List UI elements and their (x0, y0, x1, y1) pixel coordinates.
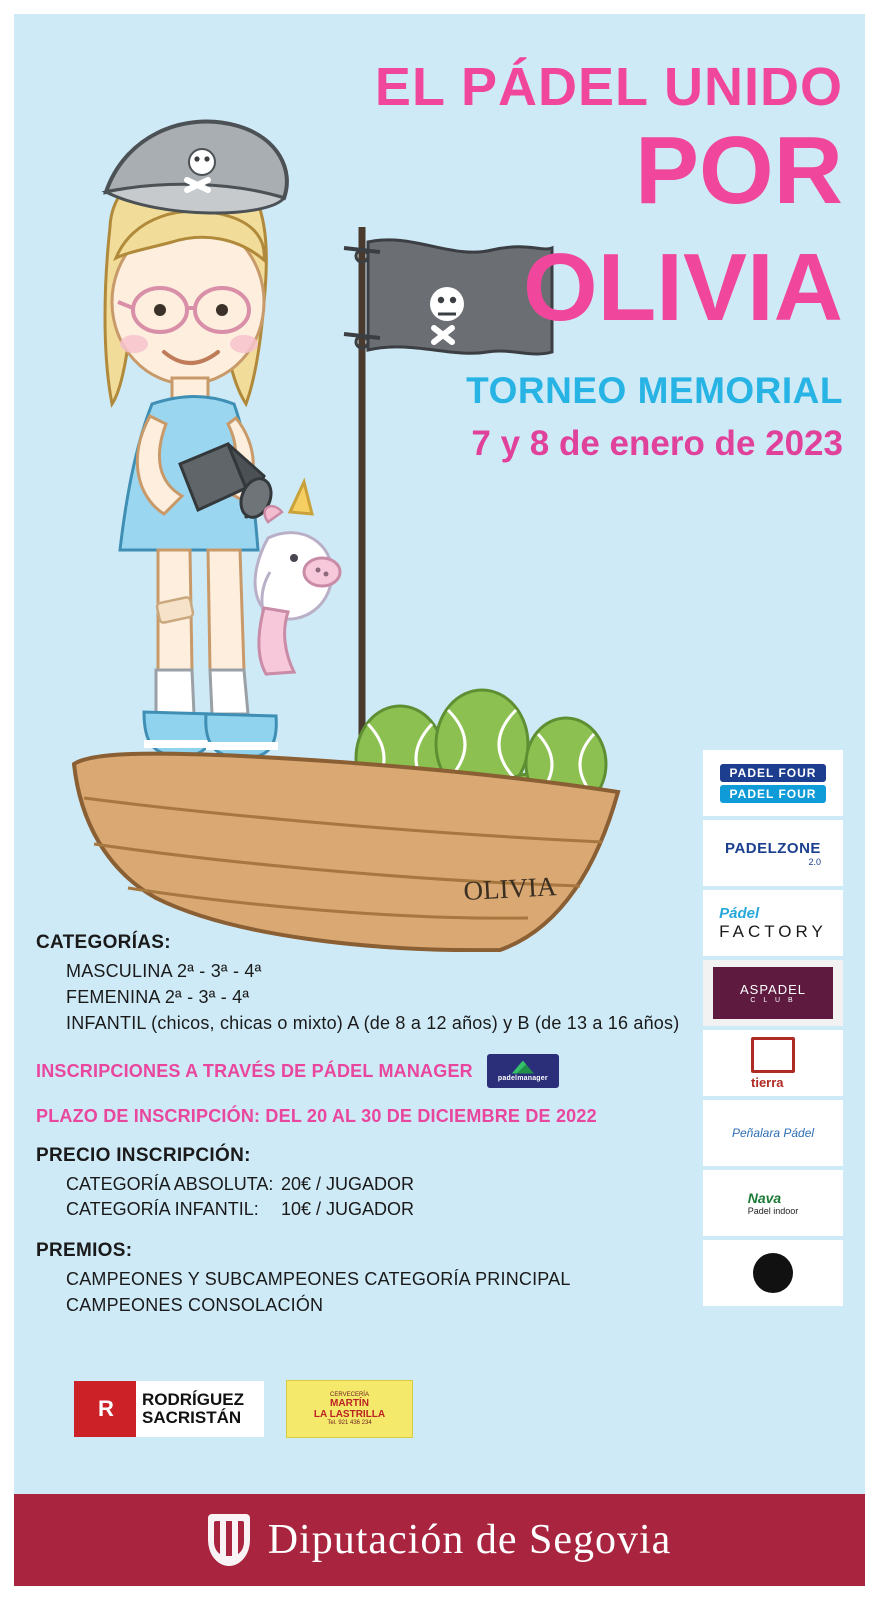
sponsor-club-tierra (703, 1030, 843, 1096)
sponsor-in-padel-indoor (703, 1240, 843, 1306)
registration-section (36, 1054, 696, 1088)
price-section (36, 1145, 696, 1220)
poster-subtitle: TORNEO MEMORIAL (466, 370, 843, 412)
padelmanager-mark-icon (512, 1061, 534, 1074)
sponsor-padel-four-line2: PADEL FOUR (720, 785, 827, 803)
poster-title-line2: POR (634, 117, 843, 224)
price-label: CATEGORÍA ABSOLUTA: (66, 1174, 274, 1194)
sponsor-padel-four (703, 750, 843, 816)
price-value: 10€ / JUGADOR (281, 1199, 415, 1219)
registration-text: INSCRIPCIONES A TRAVÉS DE PÁDEL MANAGER (36, 1060, 473, 1081)
sponsors-right-column (703, 750, 843, 1310)
sponsor-lastrilla-line1: CERVECERÍA (330, 1392, 369, 1398)
category-item: INFANTIL (chicos, chicas o mixto) A (de 8 a 12 años) y B (de 13 a 16 años) (66, 1013, 680, 1033)
padelmanager-label: padelmanager (497, 1074, 548, 1082)
poster-dates: 7 y 8 de enero de 2023 (471, 424, 843, 464)
category-item: MASCULINA 2ª - 3ª - 4ª (66, 961, 262, 981)
sponsor-lastrilla-line4: Tel. 921 436 234 (327, 1420, 372, 1426)
price-label: CATEGORÍA INFANTIL: (66, 1199, 259, 1219)
sponsor-aspadel-line2: C L U B (750, 997, 796, 1004)
sponsor-club-tierra-icon (751, 1037, 795, 1073)
footer-bar (14, 1494, 865, 1586)
price-value: 20€ / JUGADOR (281, 1174, 415, 1194)
diputacion-crest-icon (208, 1514, 250, 1566)
poster-title-line1: EL PÁDEL UNIDO (374, 57, 843, 117)
sponsor-lastrilla-line3: LA LASTRILLA (313, 1409, 386, 1420)
boat-name-text: OLIVIA (462, 871, 558, 906)
deadline-text: PLAZO DE INSCRIPCIÓN: DEL 20 AL 30 DE DICIEMBRE DE 2022 (36, 1106, 597, 1126)
poster-title-line3: OLIVIA (522, 234, 843, 342)
sponsor-penalara-line1: Peñalara Pádel (731, 1126, 815, 1140)
sponsor-padel-factory-line2: FACTORY (719, 921, 827, 941)
sponsor-aspadel-club (703, 960, 843, 1026)
footer-institution-name: Diputación de Segovia (267, 1517, 672, 1563)
sponsor-rodriguez-line2: SACRISTÁN (142, 1408, 242, 1427)
categories-heading: CATEGORÍAS: (36, 932, 171, 953)
sponsors-bottom-row (74, 1380, 413, 1438)
categories-section (36, 932, 696, 1034)
deadline-section (36, 1106, 696, 1127)
sponsor-nava-line1: Nava (747, 1190, 782, 1206)
info-block (36, 932, 696, 1336)
padelmanager-logo (487, 1054, 559, 1088)
sponsor-padelzone (703, 820, 843, 886)
sponsor-aspadel-line1: ASPADEL (739, 982, 806, 997)
price-heading: PRECIO INSCRIPCIÓN: (36, 1145, 251, 1166)
prize-item: CAMPEONES Y SUBCAMPEONES CATEGORÍA PRINCIPAL (66, 1269, 571, 1289)
category-item: FEMENINA 2ª - 3ª - 4ª (66, 987, 250, 1007)
sponsor-club-tierra-line2: tierra (751, 1074, 784, 1090)
price-row (66, 1174, 696, 1195)
prizes-heading: PREMIOS: (36, 1240, 133, 1261)
sponsor-in-padel-icon (753, 1253, 793, 1293)
sponsor-padel-four-line1: PADEL FOUR (720, 764, 827, 782)
sponsor-padelzone-line2: 2.0 (808, 856, 821, 867)
sponsor-nava-padel-indoor (703, 1170, 843, 1236)
price-row (66, 1199, 696, 1220)
sponsor-penalara-padel (703, 1100, 843, 1166)
sponsor-padel-factory (703, 890, 843, 956)
prize-item: CAMPEONES CONSOLACIÓN (66, 1295, 324, 1315)
sponsor-rodriguez-mark-letter: R (98, 1396, 112, 1421)
sponsor-padelzone-line1: PADELZONE (725, 839, 821, 857)
sponsor-rodriguez-sacristan (74, 1381, 264, 1437)
poster-canvas (14, 14, 865, 1586)
sponsor-la-lastrilla (286, 1380, 413, 1438)
sponsor-lastrilla-line2: MARTÍN (330, 1398, 369, 1409)
sponsor-rodriguez-mark-icon (74, 1381, 136, 1437)
sponsor-nava-line2: Padel indoor (747, 1206, 799, 1216)
sponsor-padel-factory-line1: Pádel (719, 904, 760, 922)
headline-block (203, 57, 843, 464)
sponsor-rodriguez-line1: RODRÍGUEZ (142, 1390, 244, 1410)
prizes-section (36, 1240, 696, 1316)
